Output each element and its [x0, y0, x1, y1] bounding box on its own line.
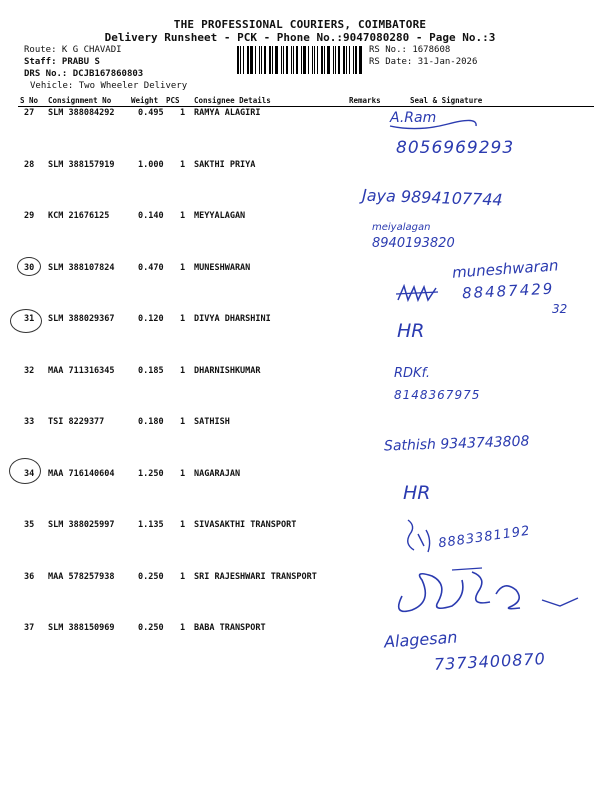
row-consignee: SIVASAKTHI TRANSPORT — [194, 520, 297, 530]
row-consignment: SLM 388157919 — [48, 159, 115, 170]
barcode-bar — [346, 46, 347, 74]
row-consignee: SRI RAJESHWARI TRANSPORT — [194, 571, 317, 582]
rs-number: RS No.: 1678608 — [369, 45, 451, 55]
row-consignee: SATHISH — [194, 417, 230, 427]
signature-30-scribble — [396, 284, 440, 304]
barcode-bar — [283, 46, 284, 74]
row-consignee: RAMYA ALAGIRI — [194, 108, 261, 118]
barcode-bar — [269, 46, 271, 74]
signature-27-flourish — [388, 118, 478, 132]
signature-29-phone: 8940193820 — [372, 236, 455, 251]
row-consignment: SLM 388150969 — [48, 623, 115, 633]
barcode-bar — [255, 46, 256, 74]
row-pcs: 1 — [180, 314, 186, 324]
barcode-bar — [324, 46, 325, 74]
row-weight: 1.135 — [138, 520, 164, 530]
pen-circle-30 — [17, 257, 41, 276]
row-pcs: 1 — [180, 108, 186, 118]
row-sno: 36 — [24, 571, 35, 582]
row-weight: 0.470 — [138, 262, 164, 273]
company-title: THE PROFESSIONAL COURIERS, COIMBATORE — [173, 18, 427, 31]
rs-date: RS Date: 31-Jan-2026 — [369, 57, 478, 67]
pen-circle-31 — [10, 309, 42, 333]
barcode-bar — [293, 46, 294, 74]
row-consignee: DHARNISHKUMAR — [194, 365, 261, 376]
row-weight: 0.185 — [138, 365, 164, 376]
col-sno: S No — [20, 96, 39, 105]
barcode-bar — [321, 46, 323, 74]
barcode-bar — [312, 46, 313, 74]
row-weight: 0.180 — [138, 417, 164, 427]
signature-30-number: 32 — [552, 302, 568, 316]
barcode-bar — [317, 46, 318, 74]
barcode-bar — [359, 46, 362, 74]
row-consignee: MUNESHWARAN — [194, 262, 251, 273]
signature-32-name: RDKf. — [394, 366, 431, 381]
route-text: Route: K G CHAVADI — [24, 45, 122, 55]
barcode-bar — [338, 46, 340, 74]
drs-text: DRS No.: DCJB167860803 — [24, 69, 144, 79]
row-weight: 1.250 — [138, 468, 164, 479]
row-sno: 32 — [24, 365, 35, 376]
signature-36-scribble — [392, 566, 582, 622]
barcode-bar — [237, 46, 239, 74]
barcode-bar — [275, 46, 278, 74]
row-sno: 35 — [24, 520, 35, 530]
row-weight: 0.250 — [138, 571, 164, 582]
barcode-bar — [296, 46, 298, 74]
row-consignee: BABA TRANSPORT — [194, 623, 266, 633]
row-pcs: 1 — [180, 623, 186, 633]
signature-29-name: meiyalagan — [372, 222, 431, 233]
signature-27-name: A.Ram — [390, 110, 437, 126]
signature-37-name: Alagesan — [383, 627, 459, 652]
signature-37-phone: 7373400870 — [433, 649, 547, 674]
signature-33: Sathish 9343743808 — [383, 433, 530, 455]
col-seal-signature: Seal & Signature — [410, 96, 483, 105]
barcode-bar — [261, 46, 262, 74]
row-weight: 1.000 — [138, 159, 164, 170]
header-divider — [18, 106, 594, 107]
row-sno: 27 — [24, 108, 35, 118]
barcode-bar — [308, 46, 310, 74]
barcode-bar — [259, 46, 260, 74]
row-sno: 28 — [24, 159, 35, 170]
barcode-bar — [355, 46, 357, 74]
pen-circle-34 — [9, 458, 41, 484]
row-sno: 33 — [24, 417, 35, 427]
signature-30-phone: 88487429 — [461, 279, 555, 303]
row-pcs: 1 — [180, 365, 186, 376]
row-weight: 0.250 — [138, 623, 164, 633]
row-sno: 37 — [24, 623, 35, 633]
row-consignment: SLM 388029367 — [48, 314, 115, 324]
row-consignment: KCM 21676125 — [48, 211, 110, 221]
row-pcs: 1 — [180, 159, 186, 170]
barcode-bar — [314, 46, 315, 74]
staff-text: Staff: PRABU S — [24, 57, 100, 67]
row-weight: 0.140 — [138, 211, 164, 221]
row-pcs: 1 — [180, 211, 186, 221]
row-sno: 31 — [24, 314, 35, 324]
row-pcs: 1 — [180, 262, 186, 273]
row-consignment: MAA 578257938 — [48, 571, 115, 582]
col-consignment: Consignment No — [48, 96, 112, 105]
barcode-bar — [247, 46, 249, 74]
signature-35-phone: 8883381192 — [437, 523, 532, 552]
row-consignee: NAGARAJAN — [194, 468, 241, 479]
row-sno: 29 — [24, 211, 35, 221]
row-consignee: DIVYA DHARSHINI — [194, 314, 271, 324]
row-pcs: 1 — [180, 417, 186, 427]
signature-31: HR — [397, 320, 425, 342]
col-pcs: PCS — [166, 96, 180, 105]
barcode-bar — [281, 46, 282, 74]
barcode-bar — [353, 46, 354, 74]
row-pcs: 1 — [180, 520, 186, 530]
row-consignment: MAA 716140604 — [48, 468, 115, 479]
vehicle-text: Vehicle: Two Wheeler Delivery — [30, 81, 188, 91]
barcode-bar — [250, 46, 253, 74]
barcode-bar — [333, 46, 334, 74]
barcode-bar — [286, 46, 288, 74]
col-remarks: Remarks — [349, 96, 381, 105]
row-pcs: 1 — [180, 571, 186, 582]
barcode-bar — [291, 46, 292, 74]
row-consignment: SLM 388084292 — [48, 108, 115, 118]
row-sno: 30 — [24, 262, 35, 273]
signature-28: Jaya 9894107744 — [361, 185, 503, 210]
barcode-bar — [349, 46, 350, 74]
row-consignment: SLM 388025997 — [48, 520, 115, 530]
barcode-bar — [272, 46, 273, 74]
row-pcs: 1 — [180, 468, 186, 479]
signature-34: HR — [403, 482, 431, 504]
row-consignment: MAA 711316345 — [48, 365, 115, 376]
barcode-bar — [243, 46, 244, 74]
row-consignment: SLM 388107824 — [48, 262, 115, 273]
barcode — [237, 46, 365, 74]
barcode-bar — [303, 46, 306, 74]
row-weight: 0.495 — [138, 108, 164, 118]
col-weight: Weight — [131, 96, 159, 105]
row-consignee: SAKTHI PRIYA — [194, 159, 256, 170]
signature-27-phone: 8056969293 — [396, 138, 515, 158]
barcode-bar — [264, 46, 266, 74]
barcode-bar — [240, 46, 241, 74]
col-consignee: Consignee Details — [194, 96, 271, 105]
barcode-bar — [335, 46, 336, 74]
row-weight: 0.120 — [138, 314, 164, 324]
barcode-bar — [343, 46, 345, 74]
signature-32-phone: 8148367975 — [394, 388, 481, 402]
barcode-bar — [327, 46, 330, 74]
barcode-bar — [301, 46, 302, 74]
signature-30-name: muneshwaran — [451, 256, 560, 282]
row-consignee: MEYYALAGAN — [194, 211, 246, 221]
runsheet-subtitle: Delivery Runsheet - PCK - Phone No.:9047080280 - Page No.:3 — [104, 31, 496, 44]
row-sno: 34 — [24, 468, 35, 479]
signature-35-scribble — [402, 516, 438, 556]
row-consignment: TSI 8229377 — [48, 417, 105, 427]
